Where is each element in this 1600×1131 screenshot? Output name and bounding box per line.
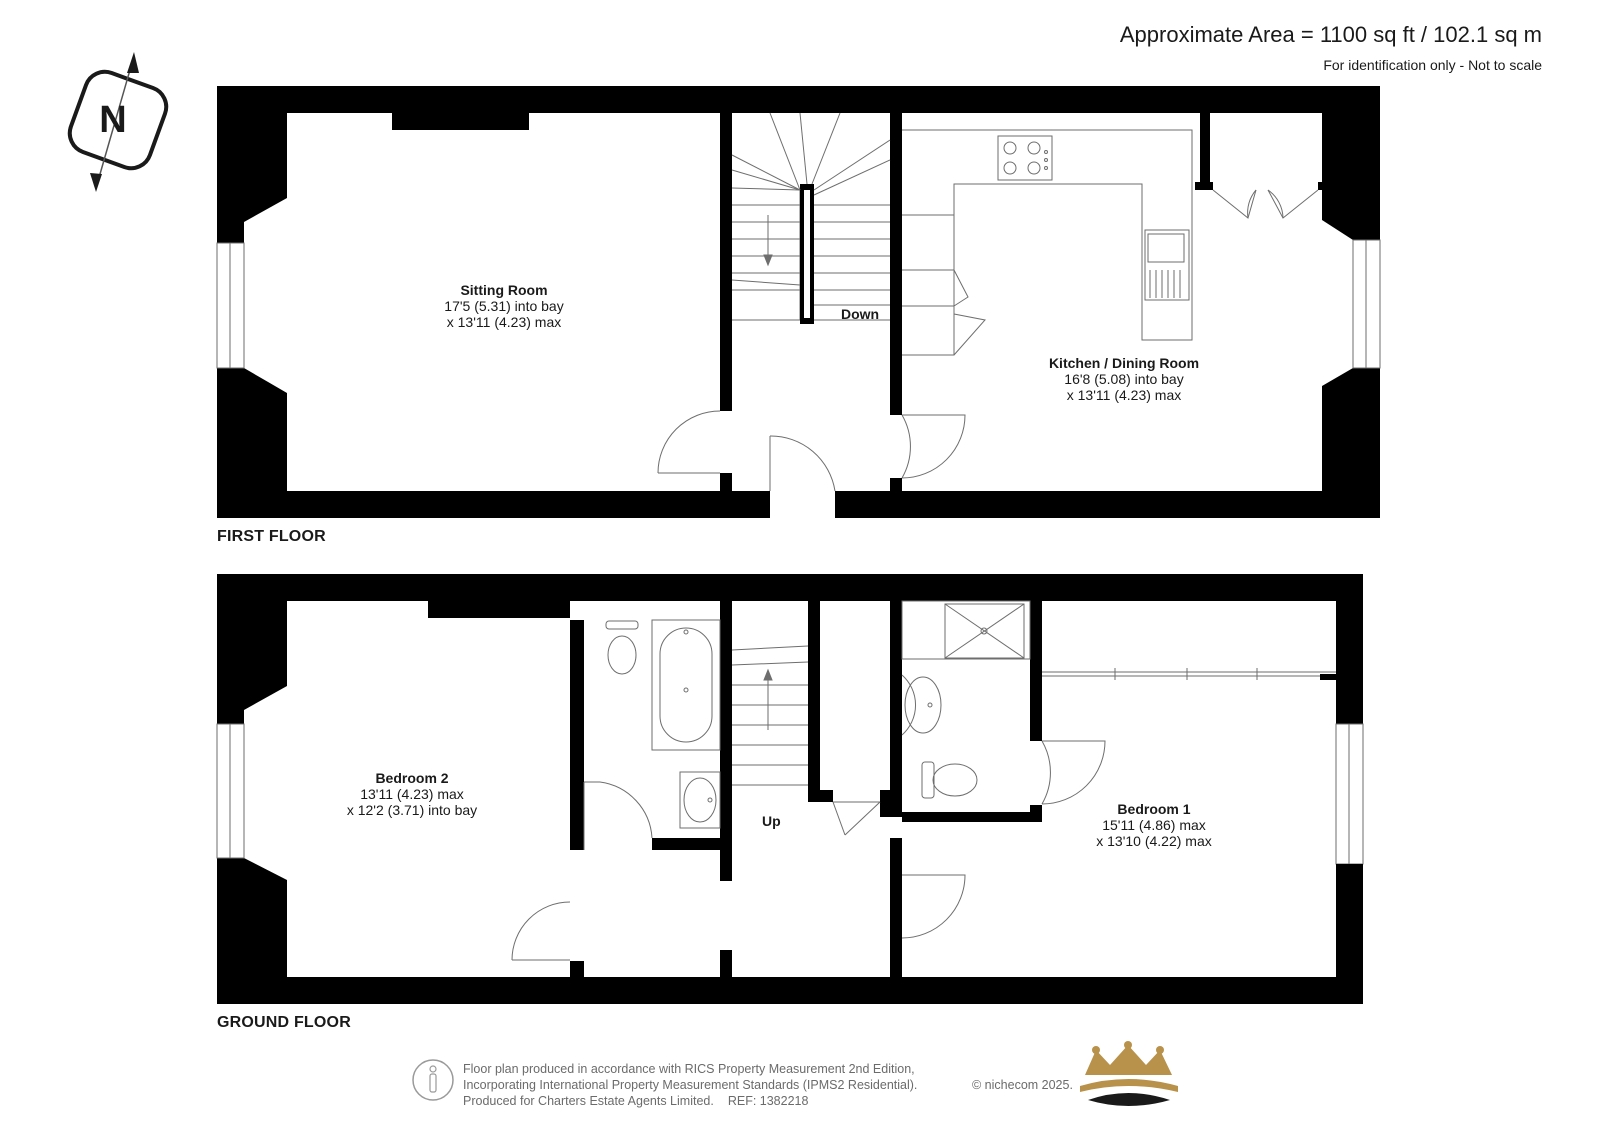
footer-line: Incorporating International Property Measurement Standards (IPMS2 Residential). xyxy=(463,1078,918,1092)
footer-disclaimer xyxy=(463,1061,917,1109)
room-dim: 16'8 (5.08) into bay xyxy=(1064,371,1184,387)
room-dim: x 13'11 (4.23) max xyxy=(1066,387,1182,403)
footer-line: Floor plan produced in accordance with RICS Property Measurement 2nd Edition, xyxy=(463,1062,915,1076)
stairs-up-label: Up xyxy=(762,813,781,829)
room-label-kitchen-dining xyxy=(1049,355,1199,403)
room-label-bedroom-1 xyxy=(1096,801,1212,849)
room-dim: x 12'2 (3.71) into bay xyxy=(346,802,478,818)
room-name: Sitting Room xyxy=(460,282,548,298)
room-label-sitting-room xyxy=(444,282,563,330)
room-dim: x 13'11 (4.23) max xyxy=(446,314,562,330)
scale-note: For identification only - Not to scale xyxy=(1323,57,1542,73)
room-label-bedroom-2 xyxy=(347,770,477,818)
footer-agent: Produced for Charters Estate Agents Limited. xyxy=(463,1094,714,1108)
north-arrow-icon xyxy=(64,52,172,192)
approximate-area: Approximate Area = 1100 sq ft / 102.1 sq m xyxy=(1119,22,1542,47)
compass-letter: N xyxy=(99,99,127,141)
first-floor-plan xyxy=(217,86,1380,518)
ground-floor-label: GROUND FLOOR xyxy=(217,1014,351,1031)
footer-ref: REF: 1382218 xyxy=(727,1094,809,1108)
room-name: Bedroom 2 xyxy=(375,770,449,786)
copyright: © nichecom 2025. xyxy=(972,1078,1073,1092)
stairs-down-label: Down xyxy=(841,306,880,322)
first-floor-label: FIRST FLOOR xyxy=(217,528,326,545)
footer-line xyxy=(463,1093,917,1109)
room-dim: 17'5 (5.31) into bay xyxy=(444,298,564,314)
room-name: Kitchen / Dining Room xyxy=(1048,355,1200,371)
room-dim: x 13'10 (4.22) max xyxy=(1096,833,1212,849)
room-name: Bedroom 1 xyxy=(1117,801,1191,817)
room-dim: 13'11 (4.23) max xyxy=(360,786,464,802)
room-dim: 15'11 (4.86) max xyxy=(1102,817,1206,833)
